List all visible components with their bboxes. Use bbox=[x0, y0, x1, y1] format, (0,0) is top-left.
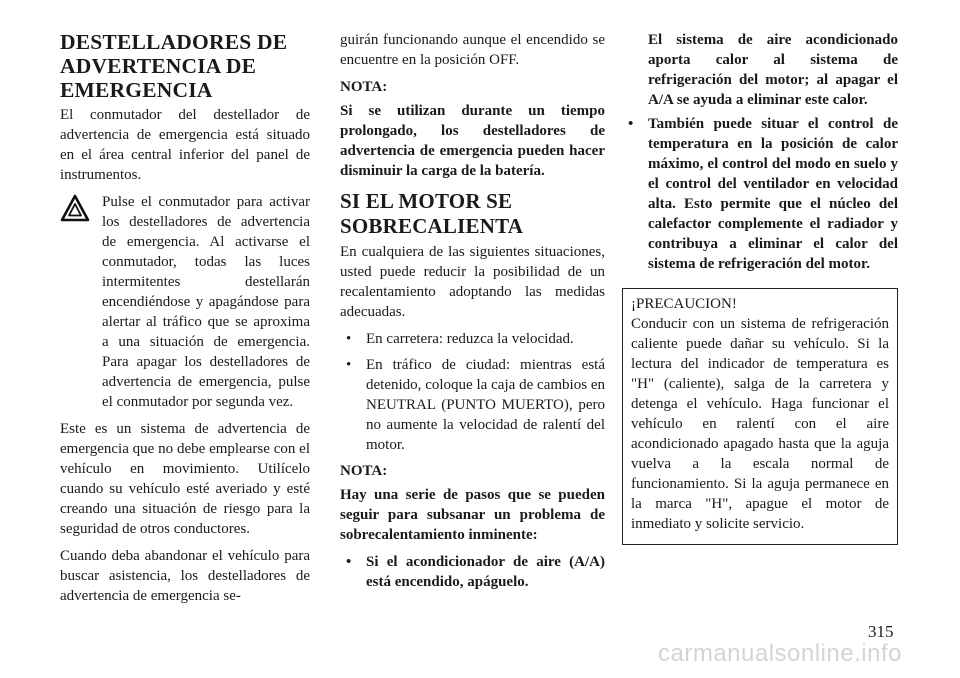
paragraph-overheat-intro: En cualquiera de las siguientes situaciones, usted puede reducir la posibilidad de un recalentamiento adoptando las medidas adecuadas. bbox=[340, 244, 605, 320]
note-label: NOTA: bbox=[340, 79, 388, 95]
list-item-continued: El sistema de aire acondicionado aporta calor al sistema de refrigeración del motor; al apagar el A/A se ayuda a eliminar este calor. bbox=[648, 32, 898, 108]
overheat-list bbox=[340, 329, 605, 455]
list-item: • En carretera: reduzca la velocidad. bbox=[346, 331, 574, 347]
caution-title: ¡PRECAUCION! bbox=[631, 296, 737, 312]
hazard-instruction bbox=[60, 192, 310, 412]
bullet-icon: • bbox=[346, 554, 352, 570]
paragraph-press-switch: Pulse el conmutador para activar los destelladores de advertencia de emergencia. Al activarse el conmutador, todas las luces intermitentes destellarán encendiéndose y apagándose para alertar al tráfico que se aproxima a una situación de emergencia. Para apagar los destelladores de advertencia de emergencia, pulse el conmutador por segunda vez. bbox=[102, 194, 310, 410]
column-right bbox=[622, 30, 898, 545]
note-steps: Hay una serie de pasos que se pueden seguir para subsanar un problema de sobrecalentamiento inminente: bbox=[340, 487, 605, 543]
bullet-icon: • bbox=[346, 331, 352, 347]
section-heading-hazard: DESTELLADORES DE ADVERTENCIA DE EMERGENCIA bbox=[60, 30, 288, 102]
paragraph-leave-vehicle: Cuando deba abandonar el vehículo para buscar asistencia, los destelladores de advertencia de emergencia se- bbox=[60, 548, 310, 604]
paragraph-continued: guirán funcionando aunque el encendido se encuentre en la posición OFF. bbox=[340, 32, 605, 68]
note-label: NOTA: bbox=[340, 463, 388, 479]
bullet-icon: • bbox=[346, 357, 352, 373]
list-item: • También puede situar el control de temperatura en la posición de calor máximo, el control del modo en suelo y el control del ventilador en velocidad alta. Esto permite que el núcleo del calefactor complemente el radiador y contribuya a eliminar el calor del sistema de refrigeración del motor. bbox=[628, 116, 898, 272]
steps-list-continued bbox=[622, 30, 898, 274]
paragraph-warning-system: Este es un sistema de advertencia de emergencia que no debe emplearse con el vehículo en movimiento. Utilícelo cuando su vehículo esté averiado y esté creando una situación de riesgo para la seguridad de otros conductores. bbox=[60, 421, 310, 537]
note-battery: Si se utilizan durante un tiempo prolongado, los destelladores de advertencia de emergencia pueden hacer disminuir la carga de la batería. bbox=[340, 103, 605, 179]
column-left bbox=[60, 30, 310, 613]
steps-list bbox=[340, 552, 605, 592]
paragraph-switch-location: El conmutador del destellador de advertencia de emergencia está situado en el área central inferior del panel de instrumentos. bbox=[60, 107, 310, 183]
list-item: • Si el acondicionador de aire (A/A) está encendido, apáguelo. bbox=[346, 554, 605, 590]
watermark: carmanualsonline.info bbox=[658, 640, 902, 667]
bullet-icon: • bbox=[628, 116, 634, 132]
hazard-triangle-icon bbox=[60, 192, 102, 227]
caution-text: Conducir con un sistema de refrigeración caliente puede dañar su vehículo. Si la lectura del indicador de temperatura es "H" (caliente), salga de la carretera y detenga el vehículo. Haga funcionar el vehículo en ralentí con el aire acondicionado apagado hasta que la aguja vuelva a la escala normal de funcionamiento. Si la aguja permanece en la marca "H", apague el motor de inmediato y solicite servicio. bbox=[631, 316, 889, 532]
list-item: • En tráfico de ciudad: mientras está detenido, coloque la caja de cambios en NEUTRAL (PUNTO MUERTO), pero no aumente la velocidad de ralentí del motor. bbox=[346, 357, 605, 453]
column-middle bbox=[340, 30, 605, 598]
page-number: 315 bbox=[868, 622, 894, 641]
section-heading-overheat: SI EL MOTOR SE SOBRECALIENTA bbox=[340, 189, 524, 238]
caution-box bbox=[622, 288, 898, 545]
